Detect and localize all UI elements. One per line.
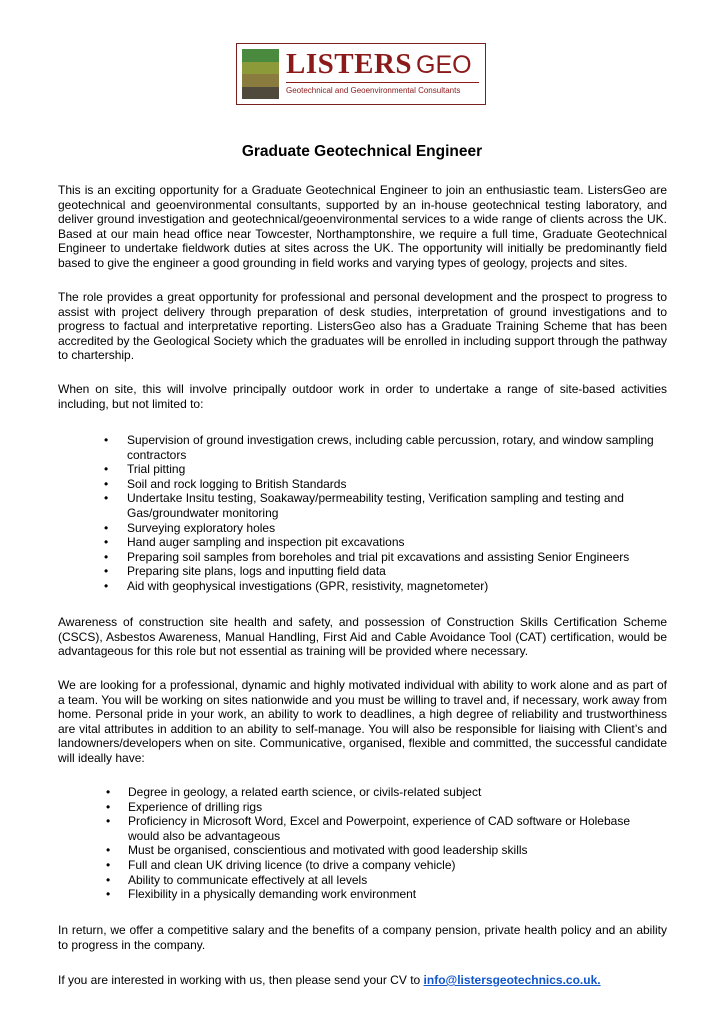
requirement-item-text: Proficiency in Microsoft Word, Excel and Powerpoint, experience of CAD software or Holebase would also be advantageous [128, 814, 631, 843]
company-logo [236, 43, 486, 105]
bullet-icon: • [106, 887, 111, 902]
contact-text: If you are interested in working with us, then please send your CV to [58, 973, 424, 987]
bullet-icon: • [104, 433, 109, 447]
activity-item-text: Aid with geophysical investigations (GPR, resistivity, magnetometer) [127, 578, 489, 593]
development-paragraph: The role provides a great opportunity for professional and personal development and the prospect to progress to assist with project delivery through preparation of desk studies, interpretation of ground investigations and to progress to factual and interpretative reporting. ListersGeo also has a Graduate Training Scheme that has been accredited by the Geological Society which the graduates will be enrolled in including support through the pathway to chartership. [58, 290, 667, 363]
requirements-list [0, 785, 724, 902]
activity-item [0, 550, 724, 565]
logo-divider [286, 82, 479, 83]
requirement-item-text: Experience of drilling rigs [128, 799, 263, 814]
activity-item [0, 579, 724, 594]
logo-stripe [242, 62, 279, 75]
requirement-item-text: Flexibility in a physically demanding work environment [128, 887, 417, 902]
bullet-icon: • [104, 535, 109, 550]
bullet-icon: • [106, 857, 111, 872]
bullet-icon: • [106, 814, 111, 829]
requirement-item [0, 800, 724, 815]
looking-for-paragraph: We are looking for a professional, dynamic and highly motivated individual with ability to work alone and as part of a team. You will be working on sites nationwide and you must be willing to travel and, if necessary, work away from home. Personal pride in your work, an ability to work to deadlines, a high degree of reliability and trustworthiness are vital attributes in addition to an ability to self-manage. You will also be responsible for liaising with Client’s and landowners/developers when on site. Communicative, organised, flexible and committed, the successful candidate will ideally have: [58, 678, 667, 765]
awareness-paragraph: Awareness of construction site health and safety, and possession of Construction Skills Certification Scheme (CSCS), Asbestos Awareness, Manual Handling, First Aid and Cable Avoidance Tool (CAT) certification, would be advantageous for this role but not essential as training will be provided where necessary. [58, 615, 667, 659]
activity-item [0, 564, 724, 579]
activity-item [0, 491, 724, 520]
activities-list [0, 433, 724, 594]
bullet-icon: • [104, 564, 109, 579]
logo-stripe [242, 87, 279, 100]
intro-paragraph: This is an exciting opportunity for a Graduate Geotechnical Engineer to join an enthusiastic team. ListersGeo are geotechnical and geoenvironmental consultants, supported by an in-house geotechnical testing laboratory, and deliver ground investigation and geotechnical/geoenvironmental services to a wide range of clients across the UK. Based at our main head office near Towcester, Northamptonshire, we require a full time, Graduate Geotechnical Engineer to undertake fieldwork duties at sites across the UK. The opportunity will initially be predominantly field based to give the engineer a good grounding in field works and varying types of geology, projects and sites. [58, 183, 667, 270]
return-paragraph: In return, we offer a competitive salary and the benefits of a company pension, private health policy and an ability to progress in the company. [58, 923, 667, 952]
logo-name-main: LISTERS [286, 48, 413, 80]
activity-item [0, 521, 724, 536]
activity-item-text: Preparing site plans, logs and inputting field data [127, 564, 386, 579]
bullet-icon: • [104, 549, 109, 564]
bullet-icon: • [104, 462, 109, 477]
activity-item [0, 433, 724, 462]
bullet-icon: • [106, 843, 111, 858]
activity-item [0, 462, 724, 477]
requirement-item-text: Degree in geology, a related earth science, or civils-related subject [128, 785, 482, 799]
requirement-item-text: Ability to communicate effectively at all levels [128, 872, 368, 887]
bullet-icon: • [106, 872, 111, 887]
activity-item-text: Trial pitting [127, 462, 186, 477]
onsite-paragraph: When on site, this will involve principally outdoor work in order to undertake a range of site-based activities including, but not limited to: [58, 382, 667, 411]
logo-brand-name [286, 49, 472, 80]
activity-item-text: Hand auger sampling and inspection pit excavations [127, 535, 405, 550]
requirement-item [0, 858, 724, 873]
activity-item-text: Surveying exploratory holes [127, 520, 276, 535]
contact-paragraph [58, 973, 667, 988]
bullet-icon: • [106, 785, 111, 799]
bullet-icon: • [104, 491, 109, 506]
logo-stripes-icon [242, 49, 279, 99]
requirement-item [0, 814, 724, 843]
bullet-icon: • [104, 476, 109, 491]
logo-stripe [242, 49, 279, 62]
bullet-icon: • [104, 578, 109, 593]
logo-stripe [242, 74, 279, 87]
requirement-item [0, 887, 724, 902]
page-title: Graduate Geotechnical Engineer [241, 143, 483, 160]
activity-item-text: Undertake Insitu testing, Soakaway/permeability testing, Verification sampling and testing and Gas/groundwater monitoring [127, 491, 624, 520]
requirement-item [0, 785, 724, 800]
logo-name-sub: GEO [416, 51, 472, 79]
requirement-item [0, 873, 724, 888]
contact-email-link[interactable]: info@listersgeotechnics.co.uk. [423, 973, 601, 987]
requirement-item-text: Must be organised, conscientious and motivated with good leadership skills [128, 843, 528, 858]
activity-item [0, 477, 724, 492]
bullet-icon: • [106, 799, 111, 814]
activity-item-text: Soil and rock logging to British Standards [127, 476, 347, 491]
requirement-item [0, 843, 724, 858]
bullet-icon: • [104, 520, 109, 535]
logo-tagline: Geotechnical and Geoenvironmental Consultants [286, 86, 461, 95]
activity-item [0, 535, 724, 550]
activity-item-text: Preparing soil samples from boreholes and trial pit excavations and assisting Senior Engineers [127, 549, 630, 564]
requirement-item-text: Full and clean UK driving licence (to drive a company vehicle) [128, 857, 456, 872]
activity-item-text: Supervision of ground investigation crews, including cable percussion, rotary, and window sampling contractors [127, 433, 654, 462]
